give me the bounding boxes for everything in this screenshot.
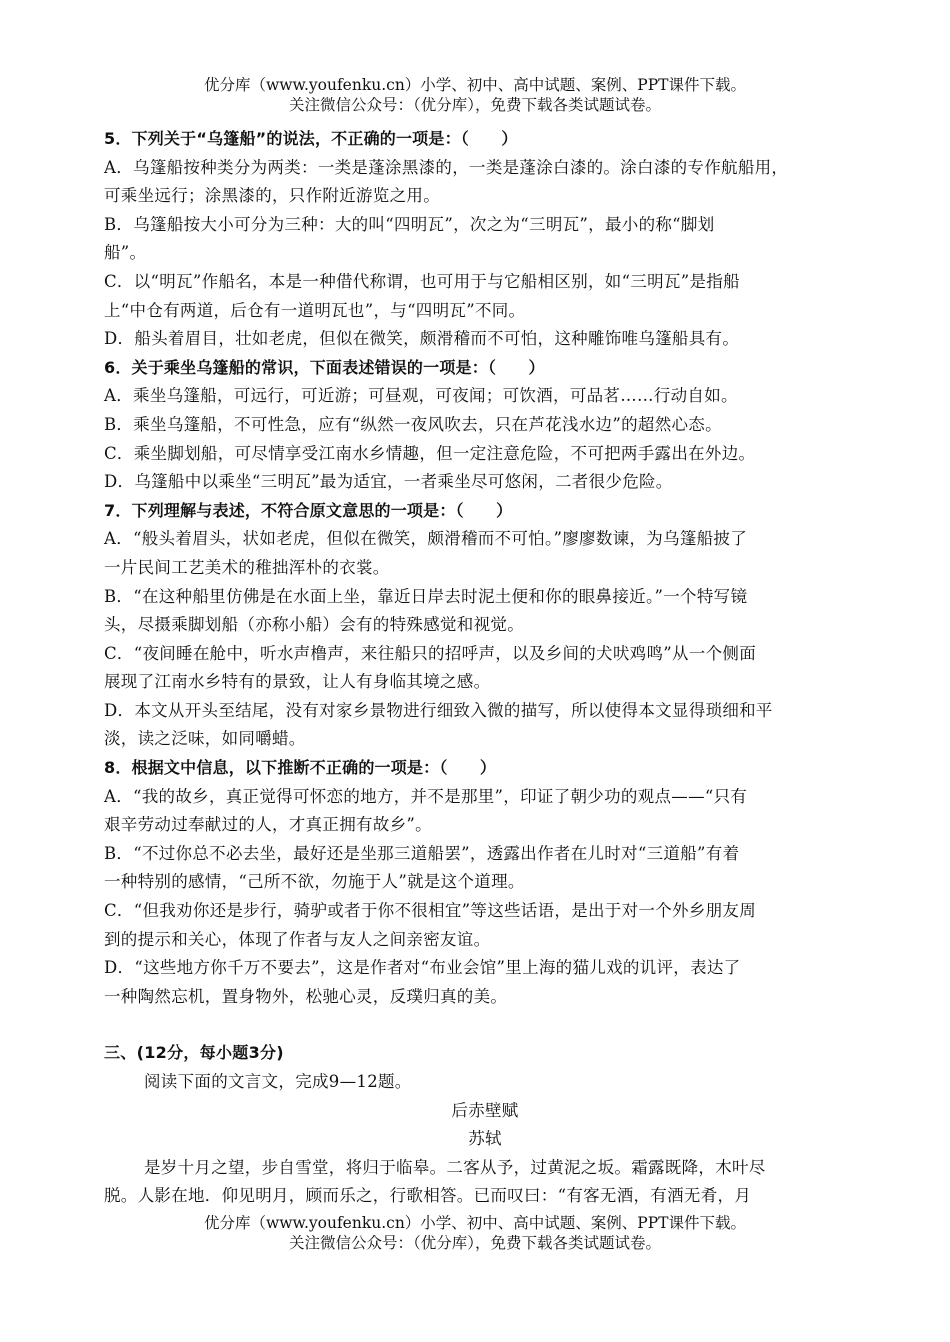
question-stem: 5．下列关于“乌篷船”的说法，不正确的一项是：（ ） [104,129,518,148]
option-line: 头，尽摄乘脚划船（亦称小船）会有的特殊感觉和视觉。 [104,615,524,635]
option-line: 淡，读之泛味，如同嚼蜡。 [104,729,306,749]
option-line: C．“但我劝你还是步行，骑驴或者于你不很相宜”等这些话语，是出于对一个外乡朋友周 [104,901,756,921]
passage-title: 后赤壁赋 [451,1100,519,1120]
question-6 [104,354,866,497]
option-line: D．本文从开头至结尾，没有对家乡景物进行细致入微的描写，所以使得本文显得琐细和平 [104,700,773,720]
option-line: B．“不过你总不必去坐，最好还是坐那三道船罢”，透露出作者在儿时对“三道船”有着 [104,843,740,863]
question-stem: 8．根据文中信息，以下推断不正确的一项是：（ ） [104,758,497,778]
section-instruction: 阅读下面的文言文，完成9—12题。 [144,1072,412,1091]
question-8 [104,754,866,1011]
passage-author: 苏轼 [468,1129,502,1149]
footer-line-2: 关注微信公众号：（优分库），免费下载各类试题试卷。 [288,1234,661,1252]
question-5 [104,125,866,354]
page-footer [0,1213,950,1253]
option-line: C．以“明瓦”作船名，本是一种借代称谓，也可用于与它船相区别，如“三明瓦”是指船 [104,271,740,291]
section-spacer [104,1011,866,1039]
option-line: B．乘坐乌篷船，不可性急，应有“纵然一夜风吹去，只在芦花浅水边”的超然心态。 [104,414,722,434]
option-line: 一种陶然忘机，置身物外，松驰心灵，反璞归真的美。 [104,986,508,1006]
page-header [0,75,950,115]
option-line: C．“夜间睡在舱中，听水声橹声，来往船只的招呼声，以及乡间的犬吠鸡鸣”从一个侧面 [104,643,756,663]
section-heading: 三、(12分，每小题3分) [104,1043,284,1063]
option-line: D．乌篷船中以乘坐“三明瓦”最为适宜，一者乘坐尽可悠闲，二者很少危险。 [104,472,673,492]
option-line: 一片民间工艺美术的稚拙浑朴的衣裳。 [104,557,390,577]
option-line: D．“这些地方你千万不要去”，这是作者对“布业会馆”里上海的猫儿戏的讥评，表达了 [104,958,741,978]
question-stem: 7．下列理解与表述，不符合原文意思的一项是：（ ） [104,500,513,520]
option-line: D．船头着眉目，壮如老虎，但似在微笑，颇滑稽而不可怕，这种雕饰唯乌篷船具有。 [104,329,740,349]
option-line: 艰辛劳动过奉献过的人，才真正拥有故乡”。 [104,815,432,835]
document-body [104,125,866,1211]
option-line: A．“般头着眉头，状如老虎，但似在微笑，颇滑稽而不可怕。”廖廖数谏，为乌篷船披了 [104,529,748,549]
header-line-2: 关注微信公众号：（优分库），免费下载各类试题试卷。 [288,96,661,114]
option-line: 可乘坐远行；涂黑漆的，只作附近游览之用。 [104,186,440,206]
option-line: C．乘坐脚划船，可尽情享受江南水乡情趣，但一定注意危险，不可把两手露出在外边。 [104,443,756,463]
section-3 [104,1039,866,1211]
option-line: 上“中仓有两道，后仓有一道明瓦也”，与“四明瓦”不同。 [104,300,526,320]
option-line: 船”。 [104,243,147,263]
option-line: A．“我的故乡，真正觉得可怀恋的地方，并不是那里”，印证了朝少功的观点——“只有 [104,786,748,806]
option-line: B．“在这种船里仿佛是在水面上坐，靠近日岸去时泥土便和你的眼鼻接近。”一个特写镜 [104,586,748,606]
option-line: 到的提示和关心，体现了作者与友人之间亲密友谊。 [104,929,491,949]
option-line: 一种特别的感情，“己所不欲，勿施于人”就是这个道理。 [104,872,525,892]
passage-line: 脱。人影在地．仰见明月，顾而乐之，行歌相答。已而叹曰：“有客无酒，有酒无肴，月 [104,1186,752,1206]
passage-line: 是岁十月之望，步自雪堂，将归于临皋。二客从予，过黄泥之坂。霜露既降，木叶尽 [144,1157,766,1177]
question-7 [104,497,866,754]
option-line: A．乌篷船按种类分为两类：一类是蓬涂黑漆的，一类是蓬涂白漆的。涂白漆的专作航船用， [104,157,789,177]
footer-line-1: 优分库（www.youfenku.cn）小学、初中、高中试题、案例、PPT课件下载。 [203,1214,747,1232]
header-line-1: 优分库（www.youfenku.cn）小学、初中、高中试题、案例、PPT课件下载。 [203,76,747,94]
option-line: B．乌篷船按大小可分为三种：大的叫“四明瓦”，次之为“三明瓦”，最小的称“脚划 [104,214,715,234]
question-stem: 6．关于乘坐乌篷船的常识，下面表述错误的一项是：（ ） [104,357,545,377]
option-line: 展现了江南水乡特有的景致，让人有身临其境之感。 [104,672,491,692]
option-line: A．乘坐乌篷船，可远行，可近游；可昼观，可夜闻；可饮酒，可品茗……行动自如。 [104,386,738,406]
